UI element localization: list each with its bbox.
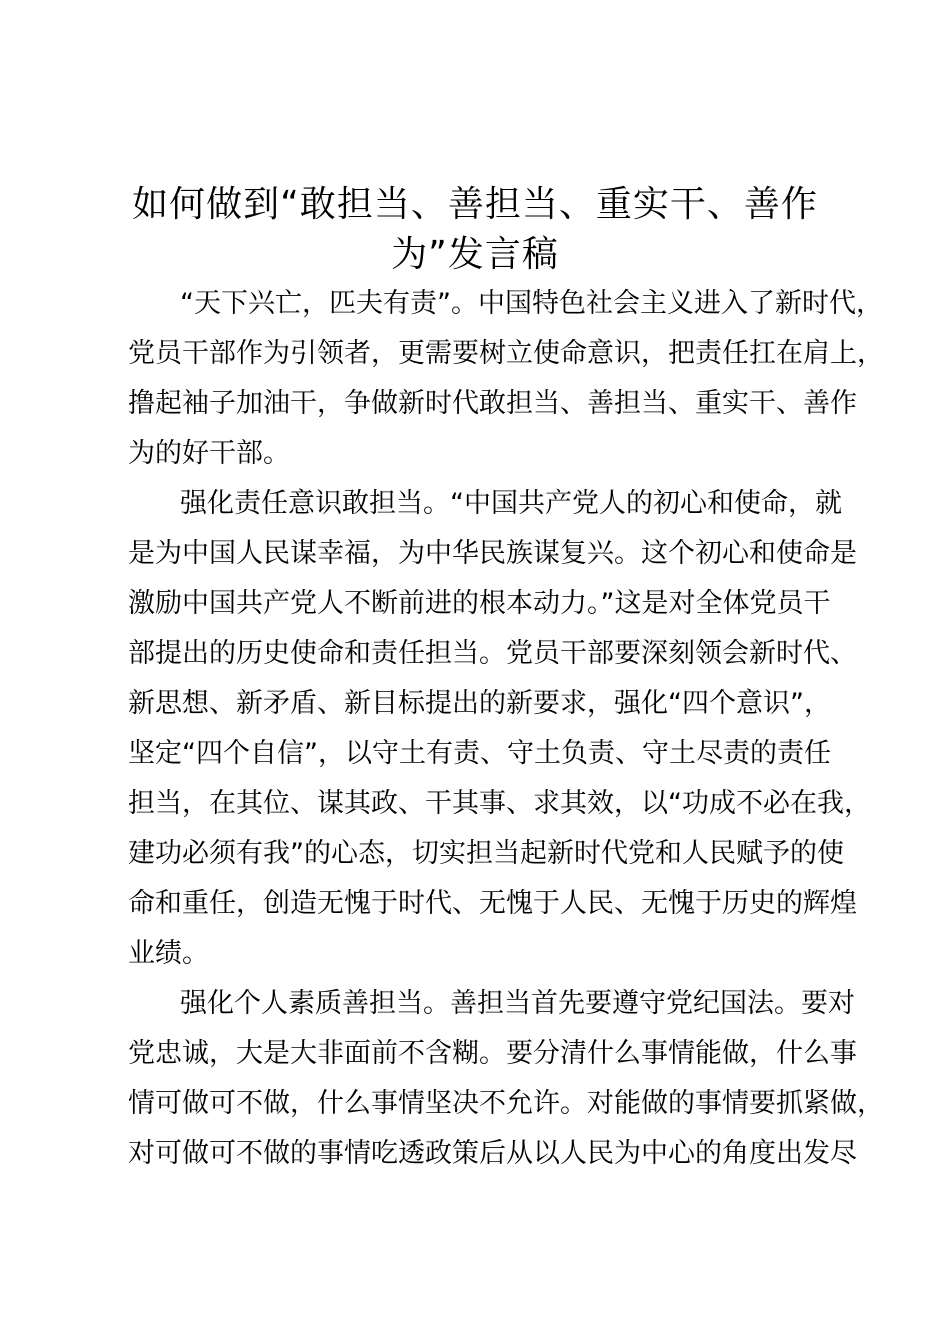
paragraph-line: 部提出的历史使命和责任担当。党员干部要深刻领会新时代、 bbox=[128, 638, 857, 669]
paragraph-line: 党忠诚，大是大非面前不含糊。要分清什么事情能做，什么事 bbox=[128, 1038, 857, 1069]
paragraph-2 bbox=[128, 479, 871, 979]
paragraph-3 bbox=[128, 979, 884, 1179]
paragraph-line: 为的好干部。 bbox=[128, 438, 290, 469]
paragraph-1 bbox=[128, 279, 884, 479]
paragraph-line: 业绩。 bbox=[128, 938, 209, 969]
paragraph-line: 命和重任，创造无愧于时代、无愧于人民、无愧于历史的辉煌 bbox=[128, 888, 857, 919]
paragraph-line: 撸起袖子加油干，争做新时代敢担当、善担当、重实干、善作 bbox=[128, 388, 857, 419]
paragraph-line: 建功必须有我”的心态，切实担当起新时代党和人民赋予的使 bbox=[128, 838, 844, 869]
paragraph-line: “天下兴亡，匹夫有责”。中国特色社会主义进入了新时代， bbox=[180, 288, 883, 319]
document-title bbox=[100, 180, 850, 280]
paragraph-line: 担当，在其位、谋其政、干其事、求其效，以“功成不必在我， bbox=[128, 788, 871, 819]
paragraph-line: 坚定“四个自信”，以守土有责、守土负责、守土尽责的责任 bbox=[128, 738, 831, 769]
paragraph-line: 强化责任意识敢担当。“中国共产党人的初心和使命，就 bbox=[180, 488, 842, 519]
paragraph-line: 新思想、新矛盾、新目标提出的新要求，强化“四个意识”， bbox=[128, 688, 831, 719]
paragraph-line: 党员干部作为引领者，更需要树立使命意识，把责任扛在肩上， bbox=[128, 338, 884, 369]
document-body bbox=[128, 279, 884, 1179]
paragraph-line: 强化个人素质善担当。善担当首先要遵守党纪国法。要对 bbox=[180, 988, 855, 1019]
paragraph-line: 是为中国人民谋幸福，为中华民族谋复兴。这个初心和使命是 bbox=[128, 538, 857, 569]
title-line-2: 为”发言稿 bbox=[391, 234, 559, 275]
title-line-1: 如何做到“敢担当、善担当、重实干、善作 bbox=[132, 184, 818, 225]
paragraph-line: 情可做可不做，什么事情坚决不允许。对能做的事情要抓紧做， bbox=[128, 1088, 884, 1119]
paragraph-line: 激励中国共产党人不断前进的根本动力。”这是对全体党员干 bbox=[128, 588, 831, 619]
paragraph-line: 对可做可不做的事情吃透政策后从以人民为中心的角度出发尽 bbox=[128, 1138, 857, 1169]
